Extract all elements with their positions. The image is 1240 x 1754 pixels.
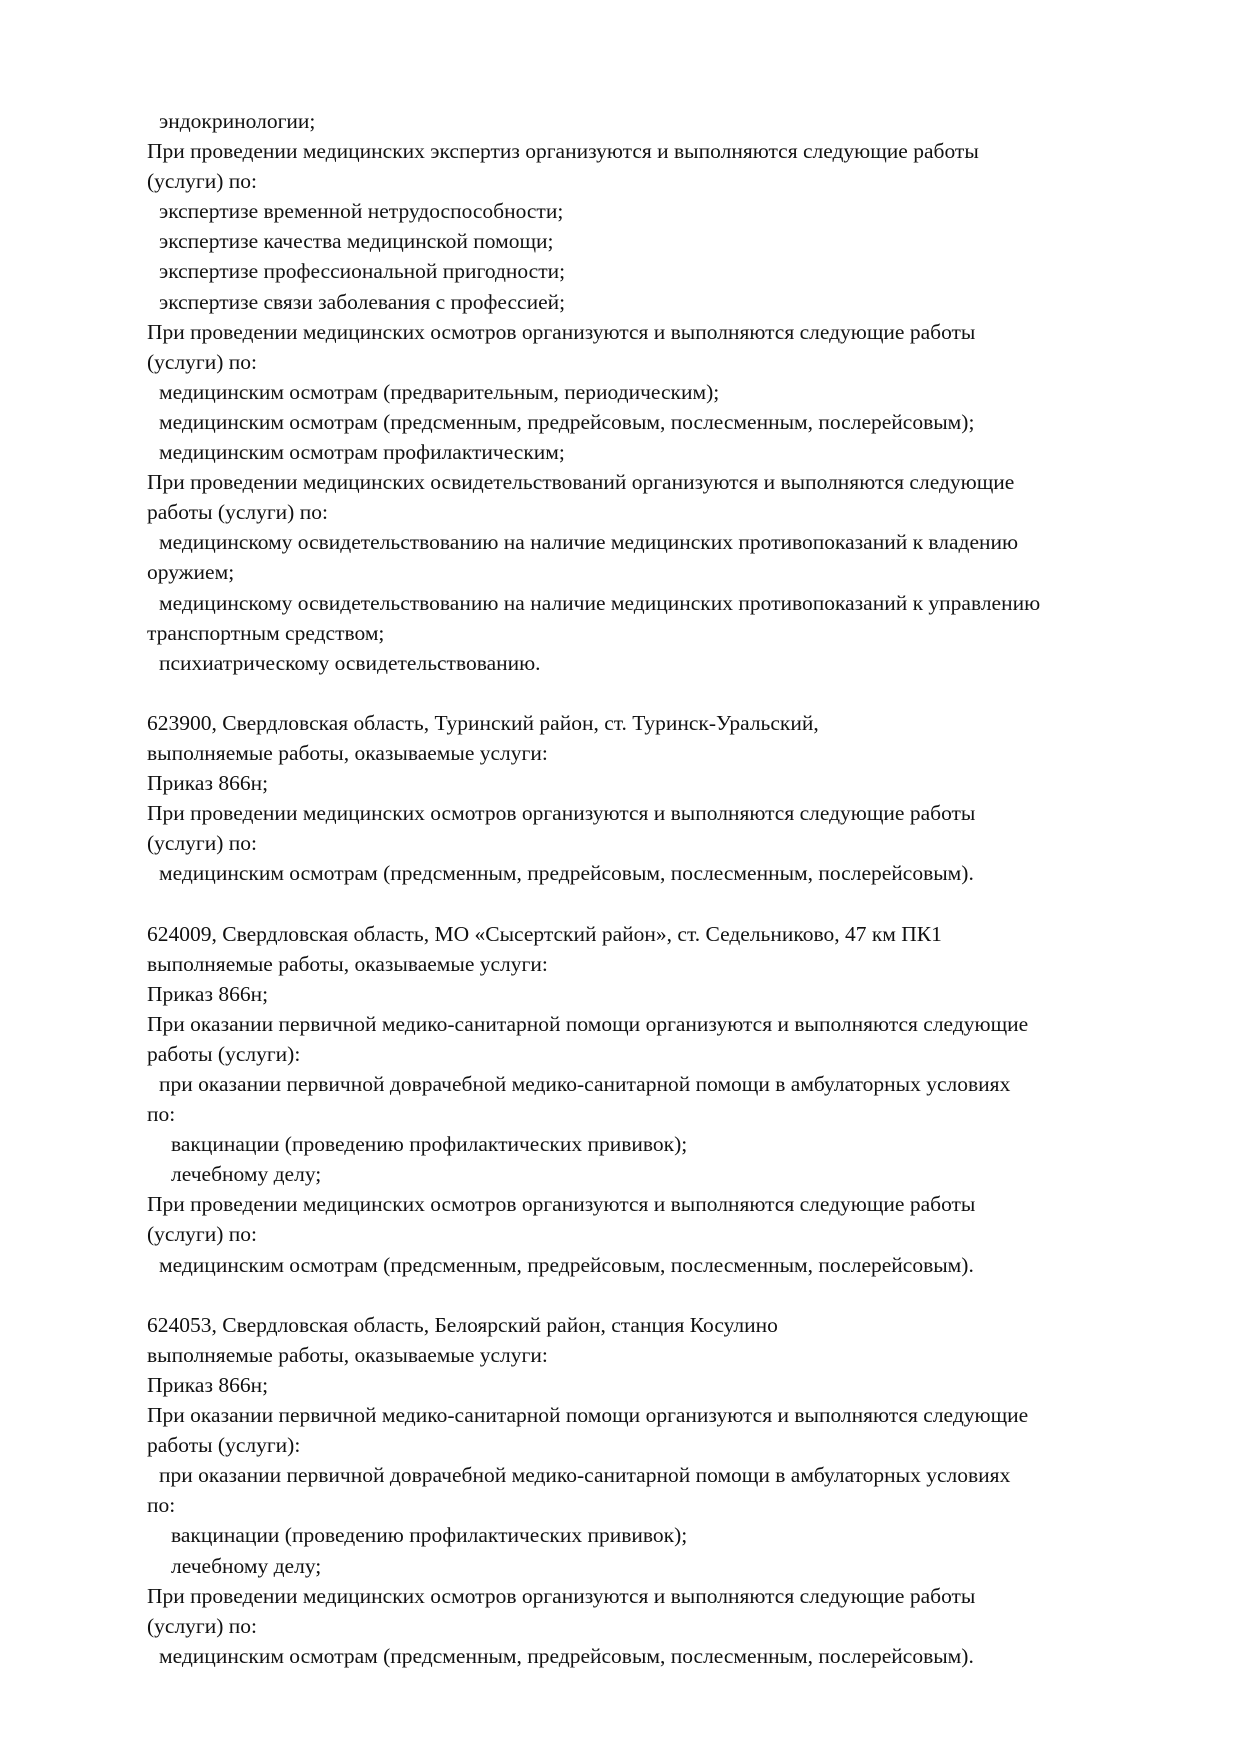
text-line: Приказ 866н;	[147, 1372, 269, 1397]
text-line: (услуги) по:	[147, 1222, 258, 1247]
address-block-624009	[147, 919, 1207, 1280]
text-line: медицинским осмотрам профилактическим;	[159, 440, 565, 465]
text-line: (услуги) по:	[147, 349, 258, 374]
text-line: работы (услуги):	[147, 1041, 301, 1066]
text-line: лечебному делу;	[171, 1162, 322, 1187]
text-line: при оказании первичной доврачебной медико-санитарной помощи в амбулаторных условиях	[159, 1463, 1011, 1488]
text-line: оружием;	[147, 560, 235, 585]
text-line: При проведении медицинских экспертиз организуются и выполняются следующие работы	[147, 139, 979, 164]
text-line: При проведении медицинских осмотров организуются и выполняются следующие работы	[147, 801, 976, 826]
text-line: выполняемые работы, оказываемые услуги:	[147, 951, 548, 976]
text-line: работы (услуги):	[147, 1433, 301, 1458]
text-line: при оказании первичной доврачебной медико-санитарной помощи в амбулаторных условиях	[159, 1072, 1011, 1096]
text-line: эндокринологии;	[159, 109, 316, 133]
text-line: При проведении медицинских освидетельствований организуются и выполняются следующие	[147, 470, 1015, 495]
text-line: по:	[147, 1102, 176, 1127]
text-line: медицинским осмотрам (предсменным, предрейсовым, послесменным, послерейсовым).	[159, 861, 974, 886]
address-block-623900	[147, 708, 1207, 889]
text-line: медицинским осмотрам (предварительным, периодическим);	[159, 379, 720, 404]
text-line: При оказании первичной медико-санитарной помощи организуются и выполняются следующие	[147, 1011, 1029, 1036]
text-line: медицинским осмотрам (предсменным, предрейсовым, послесменным, послерейсовым).	[159, 1252, 974, 1277]
text-line: При проведении медицинских осмотров организуются и выполняются следующие работы	[147, 1583, 976, 1608]
blank-line	[147, 888, 1207, 918]
address-line: 623900, Свердловская область, Туринский район, ст. Туринск-Уральский,	[147, 710, 819, 735]
text-line: экспертизе качества медицинской помощи;	[159, 229, 554, 254]
text-line: по:	[147, 1493, 176, 1518]
text-line: выполняемые работы, оказываемые услуги:	[147, 1342, 548, 1367]
text-line: транспортным средством;	[147, 620, 385, 645]
document-page	[147, 106, 1207, 1671]
address-line: 624009, Свердловская область, МО «Сысертский район», ст. Седельниково, 47 км ПК1	[147, 921, 942, 946]
text-line: выполняемые работы, оказываемые услуги:	[147, 740, 548, 765]
text-line: (услуги) по:	[147, 1613, 258, 1638]
text-line: вакцинации (проведению профилактических прививок);	[171, 1132, 688, 1157]
blank-line	[147, 1280, 1207, 1310]
services-continuation	[147, 106, 1207, 678]
address-line: 624053, Свердловская область, Белоярский район, станция Косулино	[147, 1312, 778, 1337]
text-line: При оказании первичной медико-санитарной помощи организуются и выполняются следующие	[147, 1403, 1029, 1428]
text-line: работы (услуги) по:	[147, 500, 328, 525]
text-line: психиатрическому освидетельствованию.	[159, 650, 541, 675]
text-line: лечебному делу;	[171, 1553, 322, 1578]
text-line: (услуги) по:	[147, 831, 258, 856]
text-line: (услуги) по:	[147, 169, 258, 194]
text-line: экспертизе профессиональной пригодности;	[159, 259, 566, 284]
text-line: вакцинации (проведению профилактических прививок);	[171, 1523, 688, 1548]
text-line: При проведении медицинских осмотров организуются и выполняются следующие работы	[147, 1192, 976, 1217]
text-line: экспертизе временной нетрудоспособности;	[159, 199, 564, 224]
blank-line	[147, 678, 1207, 708]
text-line: экспертизе связи заболевания с профессией;	[159, 289, 566, 314]
text-line: медицинским осмотрам (предсменным, предрейсовым, послесменным, послерейсовым);	[159, 409, 975, 434]
text-line: Приказ 866н;	[147, 771, 269, 796]
text-line: Приказ 866н;	[147, 981, 269, 1006]
text-line: медицинским осмотрам (предсменным, предрейсовым, послесменным, послерейсовым).	[159, 1643, 974, 1668]
text-line: медицинскому освидетельствованию на наличие медицинских противопоказаний к владению	[159, 530, 1019, 555]
text-line: При проведении медицинских осмотров организуются и выполняются следующие работы	[147, 319, 976, 344]
address-block-624053	[147, 1310, 1207, 1671]
text-line: медицинскому освидетельствованию на наличие медицинских противопоказаний к управлению	[159, 590, 1041, 615]
